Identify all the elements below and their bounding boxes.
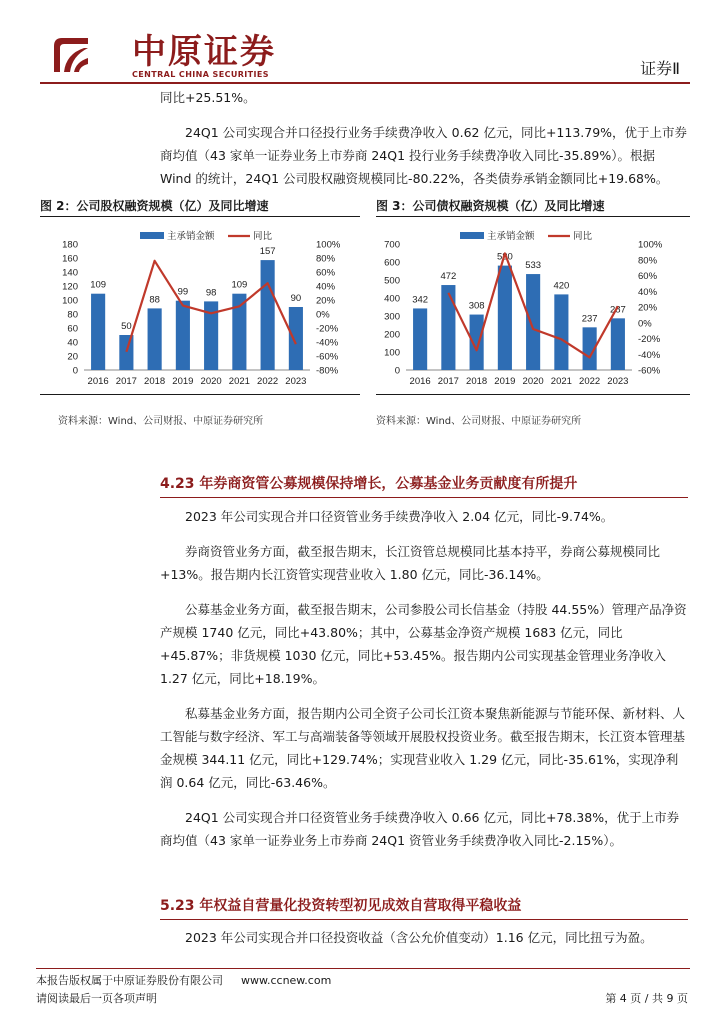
footer-left bbox=[36, 972, 331, 1008]
bar-data-label: 287 bbox=[609, 304, 626, 316]
paragraph-am-total: 2023 年公司实现合并口径资管业务手续费净收入 2.04 亿元，同比-9.74%。 bbox=[185, 509, 614, 524]
paragraph-am-q1: 24Q1 公司实现合并口径资管业务手续费净收入 0.66 亿元，同比+78.38%，优于上市券商均值（43 家单一证券业务上市券商 24Q1 资管业务手续费净收入同比-2.15%）。 bbox=[160, 810, 680, 848]
header-divider bbox=[40, 82, 690, 84]
y-left-tick-label: 20 bbox=[67, 351, 78, 363]
y-left-tick-label: 0 bbox=[394, 365, 400, 377]
bar bbox=[611, 318, 625, 370]
legend-line-label: 同比 bbox=[573, 231, 593, 242]
paragraph-investment: 2023 年公司实现合并口径投资收益（含公允价值变动）1.16 亿元，同比扭亏为盈。 bbox=[185, 930, 653, 945]
section-4-title: 4.23 年券商资管公募规模保持增长，公募基金业务贡献度有所提升 bbox=[160, 476, 578, 492]
legend-bar-label: 主承销金额 bbox=[487, 231, 535, 242]
paragraph-mutual-fund: 公募基金业务方面，截至报告期末，公司参股公司长信基金（持股 44.55%）管理产品净资产规模 1740 亿元，同比+43.80%；其中，公募基金净资产规模 1683 亿元，同比+45.87%；非货规模 1030 亿元，同比+53.45%。报告期内公司实现基金管理业务净收入 1.27 亿元，同比+18.19%。 bbox=[160, 602, 687, 686]
bar-data-label: 109 bbox=[231, 279, 248, 291]
bar-data-label: 157 bbox=[259, 246, 276, 258]
y-left-tick-label: 120 bbox=[62, 281, 78, 293]
paragraph-broker-am: 券商资管业务方面，截至报告期末，长江资管总规模同比基本持平，券商公募规模同比+13%。报告期内长江资管实现营业收入 1.80 亿元，同比-36.14%。 bbox=[160, 544, 661, 582]
x-tick-label: 2019 bbox=[494, 376, 516, 387]
top-text bbox=[160, 86, 688, 190]
paragraph-continuation: 同比+25.51%。 bbox=[160, 90, 256, 105]
y-left-tick-label: 500 bbox=[384, 275, 400, 287]
bar-data-label: 90 bbox=[290, 293, 302, 304]
bar bbox=[176, 301, 190, 370]
y-right-tick-label: 60% bbox=[316, 267, 336, 279]
figure-3-top-rule bbox=[376, 216, 690, 217]
chart-debt-financing bbox=[376, 222, 690, 390]
bar-data-label: 50 bbox=[121, 321, 132, 332]
footer-disclaimer: 请阅读最后一页各项声明 bbox=[36, 992, 157, 1005]
bar-data-label: 533 bbox=[525, 260, 542, 272]
y-left-tick-label: 200 bbox=[384, 329, 400, 341]
bar-data-label: 580 bbox=[496, 251, 513, 263]
x-tick-label: 2018 bbox=[466, 376, 488, 387]
y-right-tick-label: -20% bbox=[316, 323, 339, 335]
y-right-tick-label: 40% bbox=[638, 286, 658, 298]
chart-equity-financing bbox=[40, 222, 360, 390]
x-tick-label: 2018 bbox=[144, 376, 166, 387]
paragraph-ib-q1: 24Q1 公司实现合并口径投行业务手续费净收入 0.62 亿元，同比+113.79%，优于上市券商均值（43 家单一证券业务上市券商 24Q1 投行业务手续费净收入同比-35.89%）。根据 Wind 的统计，24Q1 公司股权融资规模同比-80.22%，各类债券承销金额同比+19.68%。 bbox=[160, 125, 688, 186]
y-right-tick-label: -80% bbox=[316, 365, 339, 377]
bar bbox=[441, 285, 455, 370]
x-tick-label: 2023 bbox=[607, 376, 629, 387]
section-4-body bbox=[160, 505, 688, 852]
figure-2-bottom-rule bbox=[40, 394, 360, 395]
bar bbox=[526, 274, 540, 370]
y-left-tick-label: 100 bbox=[384, 347, 400, 359]
figure-2-top-rule bbox=[40, 216, 360, 217]
y-left-tick-label: 60 bbox=[67, 323, 78, 335]
y-left-tick-label: 600 bbox=[384, 257, 400, 269]
y-right-tick-label: -60% bbox=[316, 351, 339, 363]
bar bbox=[554, 294, 568, 370]
y-left-tick-label: 100 bbox=[62, 295, 78, 307]
bar bbox=[261, 260, 275, 370]
paragraph-private-fund: 私募基金业务方面，报告期内公司全资子公司长江资本聚焦新能源与节能环保、新材料、人工智能与数字经济、军工与高端装备等领域开展股权投资业务。截至报告期末，长江资本管理基金规模 344.11 亿元，同比+129.74%；实现营业收入 1.29 亿元，同比-35.61%，实现净利润 0.64 亿元，同比-63.46%。 bbox=[160, 706, 686, 790]
y-left-tick-label: 160 bbox=[62, 253, 78, 265]
bar-data-label: 237 bbox=[581, 313, 598, 325]
company-name-en: CENTRAL CHINA SECURITIES bbox=[132, 70, 269, 79]
x-tick-label: 2017 bbox=[437, 376, 459, 387]
x-tick-label: 2020 bbox=[522, 376, 544, 387]
y-right-tick-label: 80% bbox=[316, 253, 336, 265]
y-right-tick-label: 80% bbox=[638, 255, 658, 267]
company-name-cn: 中原证券 bbox=[132, 32, 276, 72]
section-5-rule bbox=[160, 919, 688, 920]
x-tick-label: 2020 bbox=[200, 376, 222, 387]
y-left-tick-label: 300 bbox=[384, 311, 400, 323]
y-right-tick-label: 20% bbox=[638, 302, 658, 314]
x-tick-label: 2023 bbox=[285, 376, 307, 387]
bar-data-label: 88 bbox=[149, 294, 160, 306]
figure-3-source: 资料来源：Wind、公司财报、中原证券研究所 bbox=[376, 416, 582, 427]
bar-data-label: 420 bbox=[553, 280, 570, 292]
x-tick-label: 2021 bbox=[550, 376, 572, 387]
x-tick-label: 2017 bbox=[115, 376, 137, 387]
section-5-title: 5.23 年权益自营量化投资转型初见成效自营取得平稳收益 bbox=[160, 898, 522, 914]
y-right-tick-label: -20% bbox=[638, 334, 661, 345]
y-left-tick-label: 700 bbox=[384, 239, 400, 251]
bar-data-label: 308 bbox=[468, 300, 485, 312]
figure-3-bottom-rule bbox=[376, 394, 690, 395]
x-tick-label: 2016 bbox=[87, 376, 109, 387]
y-left-tick-label: 180 bbox=[62, 239, 78, 251]
legend-bar-swatch bbox=[140, 232, 164, 239]
x-tick-label: 2016 bbox=[409, 376, 431, 387]
bar-data-label: 109 bbox=[90, 279, 107, 291]
figure-2-source: 资料来源：Wind、公司财报、中原证券研究所 bbox=[58, 416, 264, 427]
company-logo-icon bbox=[48, 32, 92, 76]
bar-data-label: 472 bbox=[440, 271, 457, 283]
bar bbox=[119, 335, 133, 370]
bar-data-label: 342 bbox=[412, 294, 429, 306]
legend-bar-swatch bbox=[460, 232, 484, 239]
y-left-tick-label: 400 bbox=[384, 293, 400, 305]
y-right-tick-label: 100% bbox=[638, 239, 663, 251]
bar bbox=[289, 307, 303, 370]
page-number: 第 4 页 / 共 9 页 bbox=[605, 992, 688, 1005]
footer-copyright: 本报告版权属于中原证券股份有限公司 bbox=[36, 974, 223, 987]
bar bbox=[148, 308, 162, 370]
bar bbox=[413, 308, 427, 370]
y-left-tick-label: 40 bbox=[67, 337, 78, 349]
y-right-tick-label: 100% bbox=[316, 239, 341, 251]
bar-data-label: 98 bbox=[205, 287, 217, 299]
y-left-tick-label: 0 bbox=[72, 365, 78, 377]
report-type: 证券Ⅱ bbox=[640, 59, 680, 78]
y-left-tick-label: 140 bbox=[62, 267, 78, 279]
section-5-body bbox=[160, 926, 688, 949]
x-tick-label: 2022 bbox=[579, 376, 601, 387]
y-right-tick-label: -40% bbox=[316, 337, 339, 349]
y-right-tick-label: -60% bbox=[638, 365, 661, 377]
y-left-tick-label: 80 bbox=[67, 309, 78, 321]
footer-url-link[interactable]: www.ccnew.com bbox=[241, 974, 332, 987]
legend-line-label: 同比 bbox=[253, 231, 273, 242]
x-tick-label: 2022 bbox=[257, 376, 279, 387]
page-header bbox=[40, 20, 690, 82]
y-right-tick-label: 40% bbox=[316, 281, 336, 293]
bar bbox=[498, 266, 512, 370]
x-tick-label: 2021 bbox=[228, 376, 250, 387]
y-right-tick-label: -40% bbox=[638, 349, 661, 361]
section-4-rule bbox=[160, 497, 688, 498]
y-right-tick-label: 60% bbox=[638, 271, 658, 282]
figure-3-title: 图 3：公司债权融资规模（亿）及同比增速 bbox=[376, 199, 605, 213]
x-tick-label: 2019 bbox=[172, 376, 194, 387]
legend-bar-label: 主承销金额 bbox=[167, 231, 215, 242]
footer-divider bbox=[36, 968, 690, 969]
bar-data-label: 99 bbox=[177, 286, 189, 298]
y-right-tick-label: 20% bbox=[316, 295, 336, 307]
figure-2-title: 图 2：公司股权融资规模（亿）及同比增速 bbox=[40, 199, 269, 213]
bar bbox=[91, 294, 105, 370]
y-right-tick-label: 0% bbox=[638, 318, 652, 330]
y-right-tick-label: 0% bbox=[316, 309, 330, 321]
